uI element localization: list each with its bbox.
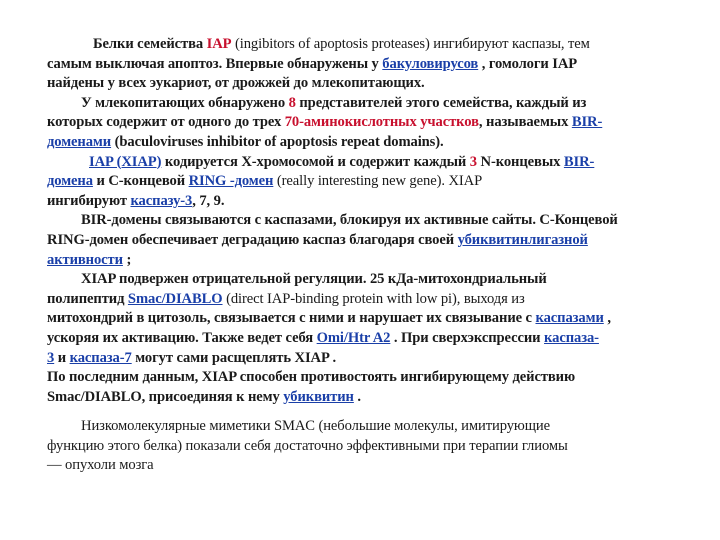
link-caspase-3[interactable]: каспазу-3 (130, 192, 193, 209)
link-ubiquitin-ligase[interactable]: убиквитинлигазной (457, 231, 588, 248)
p2-line3 (47, 133, 675, 153)
text: ; (122, 251, 132, 268)
p4-line1 (47, 211, 675, 231)
p5-line5 (47, 349, 675, 369)
text: ускоряя их активацию. Также ведет себя (47, 329, 317, 346)
p6-line2 (47, 388, 675, 408)
link-ring-domain[interactable]: RING -домен (188, 173, 274, 190)
text: (really interesting new gene). XIAP (273, 173, 483, 190)
link-omi-htra2[interactable]: Omi/Htr A2 (316, 329, 391, 346)
p1-line2 (47, 55, 675, 75)
text: представителей этого семейства, каждый из (295, 94, 587, 111)
text: , 7, 9. (192, 192, 225, 209)
p2-line1 (47, 94, 675, 114)
text: ингибируют (47, 192, 131, 209)
link-caspases[interactable]: каспазами (535, 310, 604, 327)
link-bir-domains[interactable]: BIR- (571, 114, 603, 131)
text: найдены у всех эукариот, от дрожжей до млекопитающих. (47, 75, 425, 92)
text: , (603, 310, 611, 327)
p5-line1 (47, 270, 675, 290)
p4-line2 (47, 231, 675, 251)
iap-term: IAP (206, 36, 232, 52)
p7-line1: Низкомолекулярные миметики SMAC (небольшие молекулы, имитирующие (81, 418, 550, 434)
p3-line3 (47, 192, 675, 212)
text: По последним данным, XIAP способен противостоять ингибирующему действию (47, 369, 576, 386)
p6-line1 (47, 368, 675, 388)
text: Белки семейства (93, 36, 207, 52)
link-activity[interactable]: активности (47, 251, 123, 268)
link-bir[interactable]: BIR- (563, 153, 595, 170)
aa-segments: 70-аминокислотных участков (284, 114, 479, 131)
p5-line4 (47, 329, 675, 349)
text: , называемых (478, 114, 572, 131)
link-bir-domains-cont[interactable]: доменами (47, 133, 112, 150)
text: У млекопитающих обнаружено (81, 94, 289, 111)
text: BIR-домены связываются с каспазами, блокируя их активные сайты. С-Концевой (81, 212, 618, 229)
count-eight: 8 (288, 94, 296, 111)
link-caspase-3b[interactable]: 3 (47, 349, 55, 366)
link-caspase-3a[interactable]: каспаза- (544, 329, 599, 346)
text: и C-концевой (92, 173, 189, 190)
text: полипептид (47, 290, 128, 307)
p3-line2 (47, 172, 675, 192)
link-baculoviruses[interactable]: бакуловирусов (382, 55, 479, 72)
text: Smac/DIABLO, присоединяя к нему (47, 388, 284, 405)
link-xiap[interactable]: IAP (XIAP) (89, 153, 162, 170)
p1-line1 (47, 35, 675, 55)
p5-line2 (47, 290, 675, 310)
link-caspase-7[interactable]: каспаза-7 (69, 349, 132, 366)
text: RING-домен обеспечивает деградацию каспаз благодаря своей (47, 231, 458, 248)
text: . При сверхэкспрессии (390, 329, 545, 346)
text: митохондрий в цитозоль, связывается с ними и нарушает их связывание с (47, 310, 536, 327)
text: (ingibitors of apoptosis proteases) ингибируют каспазы, тем (231, 36, 590, 52)
link-ubiquitin[interactable]: убиквитин (283, 388, 354, 405)
text: самым выключая апоптоз. Впервые обнаружены у (47, 55, 383, 72)
p7-line2: функцию этого белка) показали себя достаточно эффективными при терапии глиомы (47, 437, 568, 454)
count-three: 3 (469, 153, 477, 170)
text: , гомологи IAP (478, 55, 578, 72)
p1-line3 (47, 74, 675, 94)
text: . (353, 388, 361, 405)
text: которых содержит от одного до трех (47, 114, 285, 131)
link-domain[interactable]: домена (47, 173, 93, 190)
p4-line3 (47, 251, 675, 271)
text: кодируется Х-хромосомой и содержит каждый (161, 153, 470, 170)
text: и (54, 349, 70, 366)
p5-line3 (47, 309, 675, 329)
text: (direct IAP-binding protein with low pi), выходя из (222, 290, 525, 307)
p7-line3: — опухоли мозга (47, 457, 154, 474)
text: XIAP подвержен отрицательной регуляции. 25 кДа-митохондриальный (81, 271, 547, 288)
link-smac-diablo[interactable]: Smac/DIABLO (127, 290, 223, 307)
p2-line2 (47, 113, 675, 133)
text: могут сами расщеплять XIAP . (131, 349, 337, 366)
footer-text-block (47, 417, 675, 476)
text: (baculoviruses inhibitor of apoptosis repeat domains). (111, 133, 444, 150)
main-text-block (47, 35, 675, 407)
p3-line1 (47, 153, 675, 173)
text: N-концевых (477, 153, 564, 170)
